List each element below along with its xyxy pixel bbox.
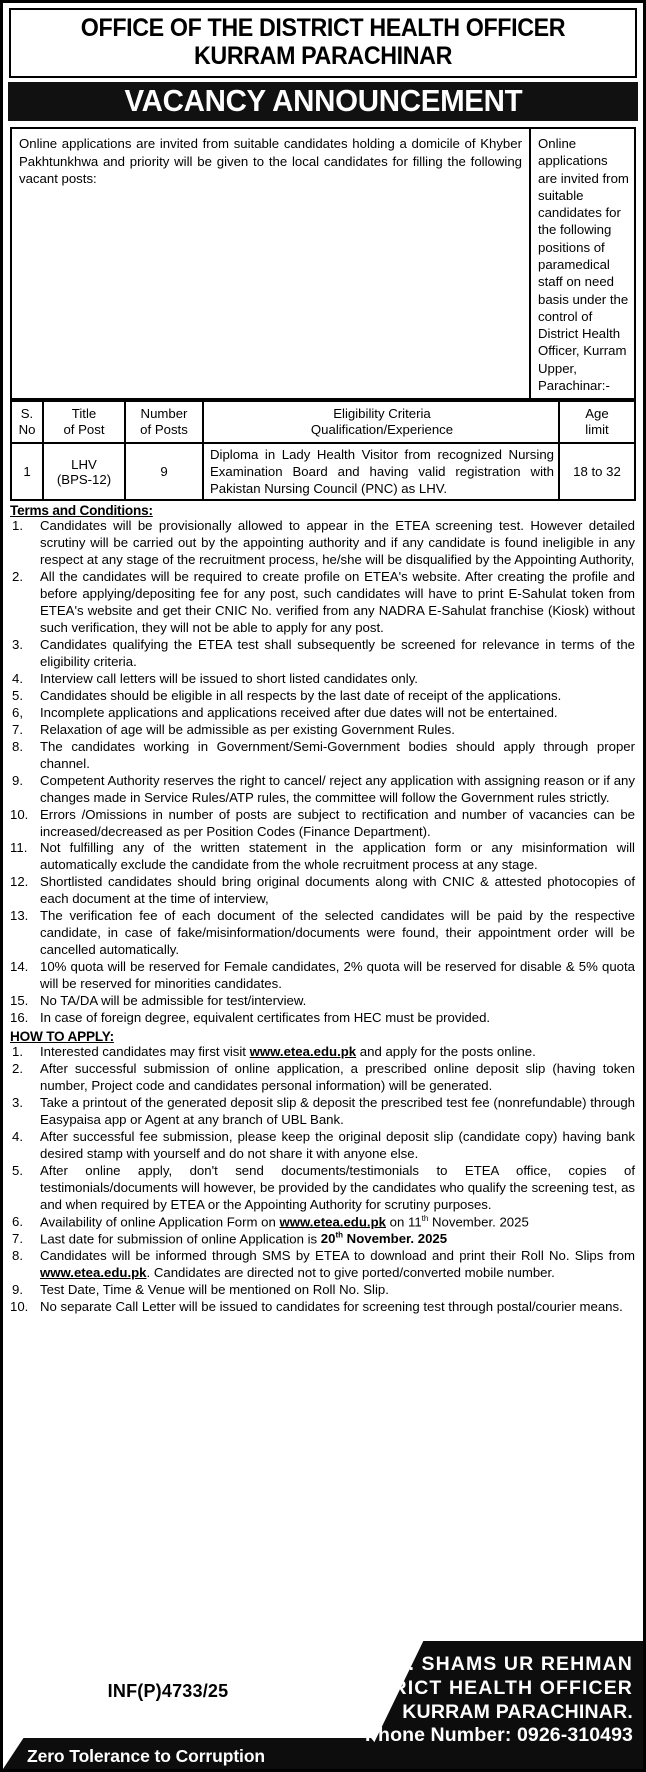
list-item-number: 3. [12, 1094, 23, 1110]
list-item-text: Interview call letters will be issued to short listed candidates only. [40, 670, 418, 686]
signatory-name: DR. SHAMS UR REHMAN [378, 1653, 633, 1675]
cell-number-of-posts: 9 [125, 443, 203, 500]
list-item-text: November. 2025 [428, 1213, 529, 1229]
list-item-number: 5. [12, 687, 23, 703]
vacancy-announcement-banner [8, 82, 638, 121]
header-age-line-2: limit [585, 422, 609, 438]
list-item-text: No separate Call Letter will be issued to candidates for screening test through postal/courier means. [40, 1299, 623, 1315]
terms-list [10, 518, 635, 1027]
list-item-number: 13. [10, 908, 29, 924]
intro-right-paragraph: Online applications are invited from suitable candidates for the following positions of paramedical staff on need basis under the control of District Health Officer, Kurram Upper, Parachinar:- [538, 136, 629, 393]
cell-serial-no: 1 [11, 443, 43, 500]
header-number-of-posts [125, 401, 203, 443]
terms-list-item [10, 874, 635, 908]
etea-website-link[interactable]: www.etea.edu.pk [40, 1265, 147, 1281]
list-item-text: Interested candidates may first visit [40, 1043, 250, 1059]
list-item-number: 14. [10, 959, 29, 975]
table-row [11, 443, 635, 500]
signatory-place: KURRAM PARACHINAR. [402, 1700, 633, 1723]
list-item-number: 2. [12, 1060, 23, 1076]
cell-post-name: LHV [71, 456, 97, 472]
list-item-text: Take a printout of the generated deposit slip & deposit the prescribed test fee (nonrefundable) through Easypaisa app or Agent at any branch of UBL Bank. [40, 1094, 635, 1127]
list-item-text: No TA/DA will be admissible for test/interview. [40, 993, 307, 1009]
list-item-number: 6. [12, 1213, 23, 1229]
how-to-apply-list-item [10, 1129, 635, 1163]
list-item-text: Candidates should be eligible in all respects by the last date of receipt of the applications. [40, 687, 562, 703]
header-eligibility-criteria [203, 401, 559, 443]
list-item-number: 9. [12, 772, 23, 788]
list-item-number: 10. [10, 1299, 29, 1315]
terms-list-item [10, 722, 635, 739]
list-item-number: 12. [10, 874, 29, 890]
list-item-text: Shortlisted candidates should bring original documents along with CNIC & attested photocopies of each document at the time of interview, [40, 874, 635, 907]
last-date-value: 20th November. 2025 [320, 1230, 448, 1247]
list-item-number: 8. [12, 1248, 23, 1264]
ordinal-suffix: th [335, 1230, 343, 1240]
posts-table-body [11, 443, 635, 500]
list-item-text: Candidates will be provisionally allowed to appear in the ETEA screening test. However detailed scrutiny will be carried out by the appointing authority and if any candidate is found ineligible in any respect at any stage of the recruitment process, he/she will be disqualified by the Appointing Authority, [40, 518, 635, 568]
list-item-number: 10. [10, 806, 29, 822]
list-item-number: 1. [12, 518, 23, 534]
list-item-text: and apply for the posts online. [356, 1043, 536, 1059]
list-item-text: Not fulfilling any of the written statement in the application form or any misinformation will automatically exclude the candidate from the whole recruitment process at any stage. [40, 840, 635, 873]
cell-age-limit: 18 to 32 [559, 443, 635, 500]
terms-list-item [10, 739, 635, 773]
org-name-line-2: KURRAM PARACHINAR [193, 42, 453, 70]
terms-section-title: Terms and Conditions: [10, 503, 153, 519]
terms-list-item [10, 908, 635, 959]
how-to-apply-list-item [10, 1044, 635, 1061]
list-item-number: 6, [12, 704, 23, 720]
terms-list-item [10, 518, 635, 569]
organization-header [9, 8, 637, 78]
list-item-text: Test Date, Time & Venue will be mentioned on Roll No. Slip. [40, 1282, 389, 1298]
terms-list-item [10, 569, 635, 637]
cell-eligibility-criteria: Diploma in Lady Health Visitor from recognized Nursing Examination Board and having valid registration with Pakistan Nursing Council (PNC) as LHV. [203, 443, 559, 500]
list-item-number: 15. [10, 993, 29, 1009]
zero-tolerance-slogan: Zero Tolerance to Corruption [27, 1746, 265, 1766]
terms-list-item [10, 637, 635, 671]
how-to-apply-list-item [10, 1248, 635, 1282]
header-serial-line-1: S. [20, 406, 34, 422]
terms-list-item [10, 671, 635, 688]
list-item-text: The verification fee of each document of the selected candidates will be paid by the respective candidate, in case of fake/misinformation/documents were found, their appointment order will be cancelled automatically. [40, 908, 635, 958]
how-to-apply-list-item [10, 1095, 635, 1129]
terms-list-item [10, 959, 635, 993]
how-to-apply-list-item [10, 1163, 635, 1214]
list-item-text: All the candidates will be required to create profile on ETEA's website. After creating the profile and before applying/depositing fee for any post, such candidates will have to print E-Sahulat token from ETEA's website and get their CNIC No. verified from any NADRA E-Sahulat franchise (Kiosk) without such verification, they will not be able to apply for any post. [40, 569, 635, 636]
header-number-line-1: Number [140, 406, 188, 422]
terms-list-item [10, 1010, 635, 1027]
list-item-text: . Candidates are directed not to give ported/converted mobile number. [146, 1265, 555, 1281]
list-item-text: After successful submission of online application, a prescribed online deposit slip (having token number, Project code and candidates personal information) will be generated. [40, 1060, 635, 1093]
list-item-text: 10% quota will be reserved for Female candidates, 2% quota will be reserved for disable & 5% quota will be reserved for minorities candidates. [40, 959, 635, 992]
etea-website-link[interactable]: www.etea.edu.pk [279, 1213, 386, 1229]
terms-list-item [10, 807, 635, 841]
list-item-text: Relaxation of age will be admissible as per existing Government Rules. [40, 721, 455, 737]
etea-website-link[interactable]: www.etea.edu.pk [249, 1043, 357, 1059]
how-to-apply-title: HOW TO APPLY: [10, 1028, 114, 1044]
list-item-text: on 11 [385, 1213, 422, 1229]
signatory-block [344, 1653, 633, 1748]
list-item-number: 4. [12, 670, 23, 686]
terms-list-item [10, 688, 635, 705]
list-item-text: The candidates working in Government/Semi-Government bodies should apply through proper channel. [40, 738, 635, 771]
list-item-number: 7. [12, 1230, 23, 1246]
header-serial-no [11, 401, 43, 443]
list-item-text: After online apply, don't send documents/testimonials to ETEA office, copies of testimonials/documents will however, be provided by the candidates who qualify the screening test, as and when required by ETEA or the Appointing Authority for scrutiny purposes. [40, 1162, 635, 1212]
terms-list-item [10, 993, 635, 1010]
ordinal-suffix: th [421, 1213, 429, 1223]
list-item-text: Candidates qualifying the ETEA test shall subsequently be screened for relevance in terms of the eligibility criteria. [40, 637, 635, 669]
list-item-number: 3. [12, 637, 23, 653]
how-to-apply-section [10, 1029, 635, 1316]
how-to-apply-list [10, 1044, 635, 1316]
signatory-phone: Phone Number: 0926-310493 [364, 1724, 633, 1747]
inf-code: INF(P)4733/25 [107, 1681, 229, 1701]
header-serial-line-2: No [18, 422, 36, 438]
terms-list-item [10, 773, 635, 807]
list-item-text: Competent Authority reserves the right to cancel/ reject any application with assigning reason or if any changes made in Service Rules/ATP rules, the committee will follow the Government rules strictly. [40, 772, 635, 805]
header-title-line-2: of Post [63, 422, 105, 438]
vacancy-posts-table [10, 400, 636, 501]
posts-table-header [11, 401, 635, 443]
list-item-text: Incomplete applications and applications received after due dates will not be entertained. [40, 704, 558, 720]
intro-table [10, 127, 636, 400]
cell-title-of-post [43, 443, 125, 500]
header-criteria-line-2: Qualification/Experience [310, 422, 454, 438]
header-age-limit [559, 401, 635, 443]
how-to-apply-list-item [10, 1282, 635, 1299]
list-item-number: 1. [12, 1043, 23, 1059]
list-item-number: 16. [10, 1010, 29, 1026]
vacancy-banner-text: VACANCY ANNOUNCEMENT [124, 83, 522, 118]
list-item-number: 11. [10, 840, 28, 856]
org-name-line-1: OFFICE OF THE DISTRICT HEALTH OFFICER [80, 14, 566, 42]
list-item-number: 5. [12, 1162, 23, 1178]
intro-left-paragraph: Online applications are invited from suitable candidates holding a domicile of Khyber Pakhtunkhwa and priority will be given to the local candidates for filling the following vacant posts: [12, 129, 531, 398]
list-item-number: 2. [12, 569, 23, 585]
how-to-apply-list-item [10, 1061, 635, 1095]
table-header-row [11, 401, 635, 443]
list-item-text: After successful fee submission, please keep the original deposit slip (candidate copy) having bank desired stamp with yourself and do not share it with anyone else. [40, 1128, 635, 1161]
how-to-apply-list-item [10, 1231, 635, 1248]
how-to-apply-list-item [10, 1214, 635, 1231]
terms-and-conditions-section [10, 503, 635, 1027]
list-item-text: Candidates will be informed through SMS by ETEA to download and print their Roll No. Slips from [40, 1248, 635, 1264]
list-item-text: Availability of online Application Form on [40, 1213, 280, 1229]
header-age-line-1: Age [585, 406, 609, 422]
header-criteria-line-1: Eligibility Criteria [333, 406, 431, 422]
header-number-line-2: of Posts [140, 422, 188, 438]
list-item-text: Last date for submission of online Application is [40, 1231, 321, 1247]
how-to-apply-list-item [10, 1299, 635, 1316]
cell-post-grade: (BPS-12) [56, 471, 112, 487]
list-item-text: Errors /Omissions in number of posts are subject to rectification and number of vacancies can be increased/decreased as per Position Codes (Finance Department). [40, 806, 635, 839]
header-title-line-1: Title [71, 406, 97, 422]
header-title-of-post [43, 401, 125, 443]
list-item-number: 4. [12, 1128, 23, 1144]
list-item-number: 7. [12, 721, 23, 737]
list-item-number: 8. [12, 738, 23, 754]
signatory-title: DISTRICT HEALTH OFFICER [343, 1676, 633, 1699]
list-item-text: In case of foreign degree, equivalent certificates from HEC must be provided. [40, 1010, 491, 1026]
terms-list-item [10, 840, 635, 874]
list-item-number: 9. [12, 1282, 23, 1298]
advertisement-footer [3, 1641, 643, 1769]
terms-list-item [10, 705, 635, 722]
